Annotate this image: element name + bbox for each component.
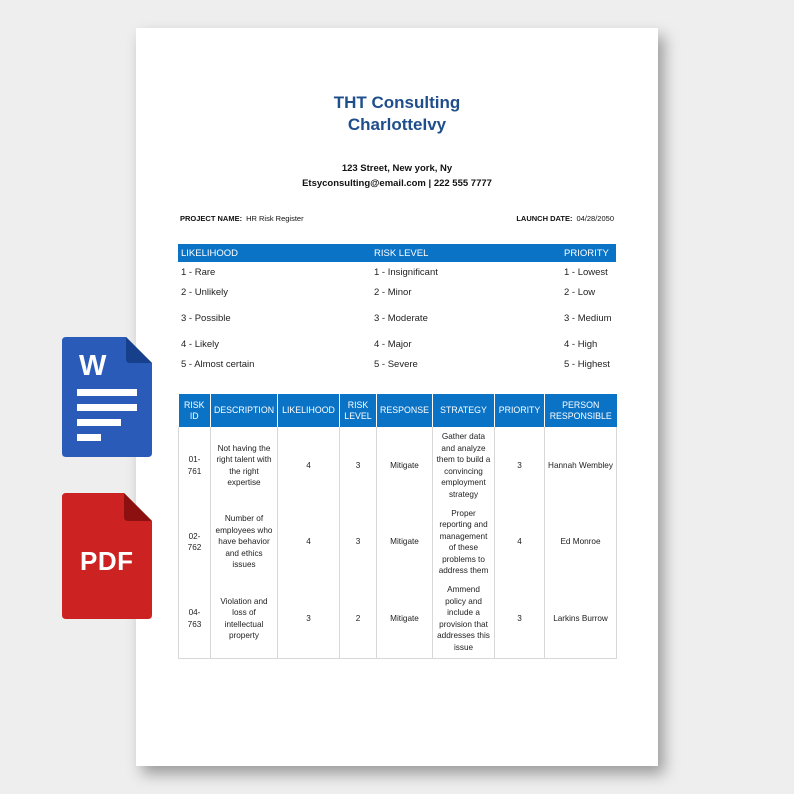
- legend-likelihood: 2 - Unlikely: [181, 286, 228, 298]
- table-row: [179, 504, 617, 580]
- legend-header-priority: PRIORITY: [564, 247, 609, 259]
- strategy-cell: Proper reporting and management of these problems to address them: [433, 504, 495, 580]
- contact-line: Etsyconsulting@email.com | 222 555 7777: [302, 178, 492, 189]
- risk-register-table: [178, 394, 617, 659]
- launch-date: [516, 214, 614, 223]
- person-responsible-cell: Hannah Wembley: [545, 427, 617, 504]
- register-header-row: [179, 394, 617, 427]
- table-row: [179, 427, 617, 504]
- legend-row: [178, 334, 616, 354]
- legend-row: [178, 354, 616, 374]
- company-header: [136, 92, 658, 136]
- legend-priority: 2 - Low: [564, 286, 596, 298]
- legend-priority: 1 - Lowest: [564, 266, 608, 278]
- likelihood-cell: 4: [278, 427, 340, 504]
- priority-cell: 3: [495, 427, 545, 504]
- response-cell: Mitigate: [377, 427, 433, 504]
- column-header-response: RESPONSE: [377, 394, 433, 427]
- column-header-likelihood: LIKELIHOOD: [278, 394, 340, 427]
- legend-row: [178, 282, 616, 302]
- launch-date-value: 04/28/2050: [576, 214, 614, 223]
- risk-id-cell: 04-763: [179, 580, 211, 658]
- column-header-risk-id: RISK ID: [179, 394, 211, 427]
- likelihood-cell: 4: [278, 504, 340, 580]
- likelihood-cell: 3: [278, 580, 340, 658]
- legend-header-risk-level: RISK LEVEL: [374, 247, 429, 259]
- company-name: THT Consulting: [333, 93, 461, 112]
- person-responsible-cell: Ed Monroe: [545, 504, 617, 580]
- person-responsible-cell: Larkins Burrow: [545, 580, 617, 658]
- pdf-document-icon: [62, 493, 152, 619]
- table-row: [179, 580, 617, 658]
- legend-header-likelihood: LIKELIHOOD: [181, 247, 239, 259]
- priority-cell: 3: [495, 580, 545, 658]
- column-header-strategy: STRATEGY: [433, 394, 495, 427]
- column-header-risk-level: RISK LEVEL: [340, 394, 377, 427]
- word-icon-letter: W: [79, 350, 107, 382]
- legend-risk-level: 3 - Moderate: [374, 312, 428, 324]
- legend-row: [178, 302, 616, 334]
- legend-row: [178, 262, 616, 282]
- company-subtitle: CharlotteIvy: [347, 115, 447, 134]
- risk-id-cell: 01-761: [179, 427, 211, 504]
- column-header-person-responsible: PERSON RESPONSIBLE: [545, 394, 617, 427]
- risk-level-cell: 2: [340, 580, 377, 658]
- legend-risk-level: 4 - Major: [374, 338, 412, 350]
- risk-id-cell: 02-762: [179, 504, 211, 580]
- legend-likelihood: 4 - Likely: [181, 338, 220, 350]
- word-icon-shape: [62, 337, 152, 457]
- response-cell: Mitigate: [377, 504, 433, 580]
- legend-priority: 5 - Highest: [564, 358, 610, 370]
- description-cell: Not having the right talent with the right expertise: [211, 427, 278, 504]
- legend-priority: 3 - Medium: [564, 312, 612, 324]
- strategy-cell: Gather data and analyze them to build a convincing employment strategy: [433, 427, 495, 504]
- description-cell: Number of employees who have behavior and ethics issues: [211, 504, 278, 580]
- project-name-value: HR Risk Register: [246, 214, 304, 223]
- legend-likelihood: 3 - Possible: [181, 312, 231, 324]
- column-header-priority: PRIORITY: [495, 394, 545, 427]
- project-name: [180, 214, 304, 223]
- priority-cell: 4: [495, 504, 545, 580]
- legend-header: [178, 244, 616, 262]
- description-cell: Violation and loss of intellectual property: [211, 580, 278, 658]
- project-name-label: PROJECT NAME:: [180, 214, 243, 223]
- legend-likelihood: 5 - Almost certain: [181, 358, 255, 370]
- risk-level-cell: 3: [340, 504, 377, 580]
- word-document-icon: [62, 337, 152, 457]
- contact-block: [136, 161, 658, 191]
- risk-level-cell: 3: [340, 427, 377, 504]
- legend-priority: 4 - High: [564, 338, 598, 350]
- legend-likelihood: 1 - Rare: [181, 266, 216, 278]
- pdf-icon-label: PDF: [80, 546, 134, 576]
- document-page: [136, 28, 658, 766]
- legend-risk-level: 1 - Insignificant: [374, 266, 438, 278]
- address-line: 123 Street, New york, Ny: [341, 163, 453, 174]
- strategy-cell: Ammend policy and include a provision that addresses this issue: [433, 580, 495, 658]
- response-cell: Mitigate: [377, 580, 433, 658]
- launch-date-label: LAUNCH DATE:: [516, 214, 573, 223]
- legend-risk-level: 5 - Severe: [374, 358, 418, 370]
- legend-risk-level: 2 - Minor: [374, 286, 412, 298]
- column-header-description: DESCRIPTION: [211, 394, 278, 427]
- rating-legend: [178, 244, 616, 374]
